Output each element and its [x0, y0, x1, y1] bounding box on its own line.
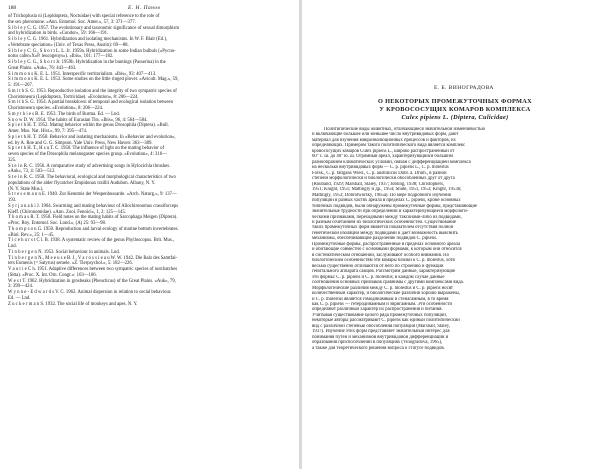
- body-text-line: определяющих. Примером такого политипического вида является комплекс: [312, 143, 466, 149]
- body-text-line: Политипические виды животных, отличающиеся значительной изменчивостью: [324, 127, 486, 132]
- reference-line: 3: 399—424.: [8, 284, 34, 290]
- reference-line: and hybridization in birds. «Condor», 59: 166—191.: [8, 31, 109, 37]
- reference-line: 193.: [8, 198, 17, 203]
- body-text-line: 1951; Knight, 1951; Mattingly и др., 1954; Shute, 1951, 1953; Knight, 1953b;: [312, 187, 462, 193]
- reference-line: T i c e h u r s t C l. B. 1938. A systematic review of the genus Phylloscopus. Brit. Mus.,: [8, 238, 175, 244]
- body-text-line: некоторые авторы рассматривают C. pipiens как единый политипический: [312, 318, 460, 324]
- reference-line: S y r j a n a k i J. 1964. Swarming and mating behaviour of Allochironomus crassiforceps: [8, 203, 179, 209]
- body-text-line: а также для теоретического решения вопроса о статусе подвидов.: [312, 345, 445, 351]
- reference-line: Great Plains. «Auk», 76: 443—463.: [8, 65, 77, 71]
- right-page: [302, 0, 600, 469]
- reference-line: T i n b e r g e n N. 1953. Social behaviour in animals. Lnd.: [8, 249, 120, 255]
- body-text-line: типичных подвидов, были обнаружены промежуточные формы, представляющие: [312, 203, 478, 209]
- running-head: Е. Н. Панов: [128, 5, 161, 11]
- body-text-line: Forsk., C. p. fatigans Wied., C. p. australicus Dobr. a. Drum., в разной: [312, 170, 447, 176]
- body-text-line: генетической изоляции между подвидами и дает возможность выяснить: [312, 230, 459, 236]
- body-text-line: механизмы, обеспечивающие разделение подвидов C. pipiens.: [312, 236, 438, 242]
- body-text-line: вид с различной степенью обособления популяций (Marshall, Staley,: [312, 323, 450, 329]
- reference-line: (N. Y. State Mus.).: [8, 186, 44, 192]
- body-text-line: эти формы: C. p. pipiens и C. p. molestus; в каждом случае данные: [312, 274, 445, 280]
- reference-line: S m i t h S. G. 1953. Reproductive isolation and the integrity of two sympatric species of: [8, 88, 177, 94]
- body-text-line: как C. p. pipiens — гетеродинамным и эвригамным. Эти особенности: [312, 302, 453, 307]
- reference-line: T i n b e r g e n N., M e e u s e B. J., V a r o s s i e a u W. W. 1942. Die Balz des Samtfal-: [8, 255, 178, 261]
- reference-line: Choristoneura (Lepidoptera, Tortricidae). «Evolution», 8: 206—224.: [8, 94, 139, 100]
- reference-line: S i b l e y C. G. 1961. Hybridization and isolating mechanisms. In W. F. Blair (Ed.),: [8, 37, 168, 42]
- body-text-line: материал для изучения микроэволюционных процессов и факторов, их: [312, 137, 456, 143]
- reference-line: ed. by A. Roe and G. G. Simpson. Yale Univ. Press, New Haven: 363—389.: [8, 140, 153, 146]
- reference-line: 5: 191—207.: [8, 83, 34, 88]
- reference-line: Kieff. (Chironomidae). «Ann. Zool. Fennici», 1, 2: 125—145.: [8, 209, 127, 215]
- body-text-line: и разным сочетанием их биологических особенностей. Существование: [312, 219, 457, 225]
- reference-line: Z u c k e r m a n S. 1932. The social life of monkeys and apes. N. Y.: [8, 301, 138, 307]
- reference-line: S i m m o n s K. E. L. 1951. Interspecific territorialism. «Ibis», 93: 407—413.: [8, 71, 157, 77]
- article-body: [312, 127, 594, 351]
- body-text-line: генитального аппарата самцов. Рассмотрим данные, характеризующие: [312, 269, 456, 275]
- reference-line: W e s t T. 1962. Hybridization in grosbeaks (Pheucticus) of the Great Plains. «Auk», 79,: [8, 278, 176, 284]
- reference-line: populations of the alder flycatcher Empidonax traillii Audubon. Albany, N. Y.: [8, 180, 156, 186]
- reference-line: S i b l e y C. G. 1957. The evolutionary and taxonomic significance of sexual dimorphism: [8, 25, 180, 31]
- body-text-line: определяют различный характер их распространения и питания.: [312, 307, 443, 313]
- reference-line: S i b l e y C. G., S h o r t Jr. 1959b. Hybridization in the buntings (Passerina) in the: [8, 60, 166, 65]
- body-text-line: и C. p. molestus является гомодинамным и стенагамным, в то время: [312, 296, 449, 302]
- reference-line: T h o m a s R. T. 1950. Field notes on the mating habits of Sarcophaga Meigen (Diptera).: [8, 215, 178, 221]
- reference-line: S m y t h i e s B. E. 1953. The birds of Burma. Ed. — Lnd.: [8, 111, 120, 117]
- reference-line: Ed. — Lnd.: [8, 295, 31, 301]
- reference-line: S p i e t h H. T. 1958. Behavior and isolating mechanisms. In «Behavior and evolution»,: [8, 134, 176, 140]
- body-text-line: степени морфологически и биологически обособленных друг от друга: [312, 176, 455, 182]
- reference-line: «Biol. Rev.», 25: 1—45.: [8, 232, 55, 238]
- reference-line: S i m m o n s K. E. L. 1953. Some studies on the little ringed plover. «Avicult. Mag.», 59,: [8, 77, 179, 83]
- reference-line: S t e i n R. C. 1958. The behavioral, ecological and morphological characteristics of two: [8, 175, 176, 180]
- article-author: Е. Б. ВИНОГРАДОВА: [434, 85, 494, 91]
- body-text-line: в систематическом отношении, заслуживают особого внимания. По: [312, 252, 449, 258]
- body-text-line: Учитывая существование целого ряда промежуточных популяций,: [312, 312, 447, 318]
- reference-line: S i b l e y C. G., S h o r t L. L. Jr. 1959a. Hybridization in some Indian bulbuls («Pycno-: [8, 48, 176, 54]
- reference-line: S p i e t h H. T. 1952. Mating behavior within the genus Drosophila (Diptera). «Bull.: [8, 123, 169, 129]
- reference-line: «Auk», 73, 4: 503—512.: [8, 169, 56, 175]
- body-text-line: весьма существенно отличаются от него по строению и функции: [312, 263, 444, 269]
- reference-line: S t e i n R. C. 1956. A comparative study of advertising songs in Hylocichla thrushes.: [8, 163, 171, 169]
- reference-line: of Trichoplusia ni (Lepidoptera, Noctuidae) with special reference to the role of: [8, 14, 160, 19]
- reference-line: V a u r i e C h. 1951. Adaptive differences between two sympatric species of nutchatches: [8, 267, 178, 272]
- reference-line: seven species of the Drosophila melanogaster species group. «Evolution», 4: 316—: [8, 152, 167, 157]
- reference-line: 325.: [8, 157, 17, 163]
- body-text-line: кровососущих комаров Culex pipiens L., широко распространенный от: [312, 148, 455, 154]
- reference-line: ters Eumenis (= Satyrus) semele. «Z. Tierpsychol.», 5: 182—226.: [8, 261, 133, 267]
- body-text-line: 1937). Изучение этих форм представляет значительный интерес для: [312, 329, 450, 335]
- article-title-line-1: О НЕКОТОРЫХ ПРОМЕЖУТОЧНЫХ ФОРМАХ: [378, 98, 532, 105]
- body-text-line: Морфологические различия между C. p. molestus и C. p. pipiens носят: [312, 285, 454, 291]
- reference-line: Lnd.: [8, 244, 17, 249]
- reference-line: Amer. Mus. Nat. Hist.», 99, 7: 395—474.: [8, 129, 88, 134]
- body-text-line: биологическим особенностям эти комары близки к C. p. molestus, хотя: [312, 258, 455, 264]
- reference-list: [8, 14, 290, 307]
- body-text-line: и включающие большее или меньшее число внутривидовых форм, дают: [312, 132, 459, 138]
- body-text-line: популяций в разных частях ареала в пределах C. pipiens, кроме основных: [312, 198, 461, 204]
- body-text-line: и обитающие совместно с основными формами, к которым они относятся: [312, 247, 462, 253]
- body-text-line: Mattingly, 1953; Dobrotworsky, 1965a). По мере подробного изучения: [312, 192, 451, 198]
- reference-line: «Proc. Roy. Entomol. Soc. Lond.», (A) 25: 93—98.: [8, 221, 107, 226]
- reference-line: «Vertebrate speciation» (Univ. of Texas Press, Austin): 69—88.: [8, 42, 129, 48]
- body-text-line: таких промежуточных форм является показателем отсутствия полной: [312, 225, 454, 231]
- body-text-line: Промежуточные формы, распространенные в пределах основного ареала: [312, 241, 461, 247]
- body-text-line: образования приспособлений в популяциях (Vinogradova, 1965),: [312, 340, 443, 346]
- reference-line: S m i t h S. G. 1954. A partial breakdown of temporal and ecological isolation between: [8, 100, 174, 106]
- reference-line: (Sitta). «Proc. X. Int. Orn. Congr.»: 163—166.: [8, 272, 97, 278]
- reference-line: S p i e t h H. T., H s u T. C. 1950. The influence of light on the mating behavior of: [8, 146, 165, 152]
- reference-line: S n o w D. W. 1954. The habits of Eurasian Tits. «Ibis», 96, 4: 564—584.: [8, 117, 148, 123]
- body-text-line: значительные трудности при определении и характеризующиеся морфологи-: [312, 209, 469, 215]
- body-text-line: (Rouband, 1929; Marshall, Staley, 1937; Jobling, 1938; Christophers,: [312, 181, 445, 187]
- reference-line: W y n n e - E d w a r d s V. C. 1962. Animal dispersion in relation to social behaviour.: [8, 290, 172, 295]
- reference-line: notus cafer»X«P. leucogenys»). «Ibis», 101: 177—182.: [8, 54, 114, 60]
- reference-line: S t r e s e m a n n E. 1940. Zur Kenntnis der Wespenbussarde. «Arch. Naturg.», 9: 137—: [8, 192, 177, 198]
- body-text-line: разнообразием климатических условий, связан с дифференциацией комплекса: [312, 159, 471, 165]
- body-text-line: понимания путей и механизмов внутривидовой дифференциации и: [312, 334, 449, 340]
- reference-line: T h o m p s o n G. 1950. Reproduction and larval ecology of marine bottom invertebrates.: [8, 226, 179, 232]
- article-title-line-2: У КРОВОСОСУЩИХ КОМАРОВ КОМПЛЕКСА: [379, 106, 531, 113]
- body-text-line: ческими признаками, переходными между таксонами-либо из подвидами,: [312, 214, 462, 220]
- body-text-line: соотношения основных признаков сравнимы с другими комплексами вида.: [312, 280, 464, 286]
- body-text-line: на несколько внутривидовых форм — C. p. pipiens L., C. p. molestus: [312, 165, 449, 171]
- reference-line: Choristoneura species. «Evolution», 8: 206—224.: [8, 106, 104, 111]
- reference-line: the sex pheromone. «Ann. Entomol. Soc. Amer.», 57, 3: 371—377.: [8, 19, 136, 25]
- article-title-species: Culex pipiens L. (Diptera, Culicidae): [401, 114, 509, 121]
- body-text-line: 60° с. ш. до 40° ю. ш. Огромный ареал, характеризующийся большим: [312, 154, 453, 160]
- page-number: 188: [8, 5, 17, 11]
- body-text-line: количественный характер, и биологические различия хорошо выражены,: [312, 291, 460, 297]
